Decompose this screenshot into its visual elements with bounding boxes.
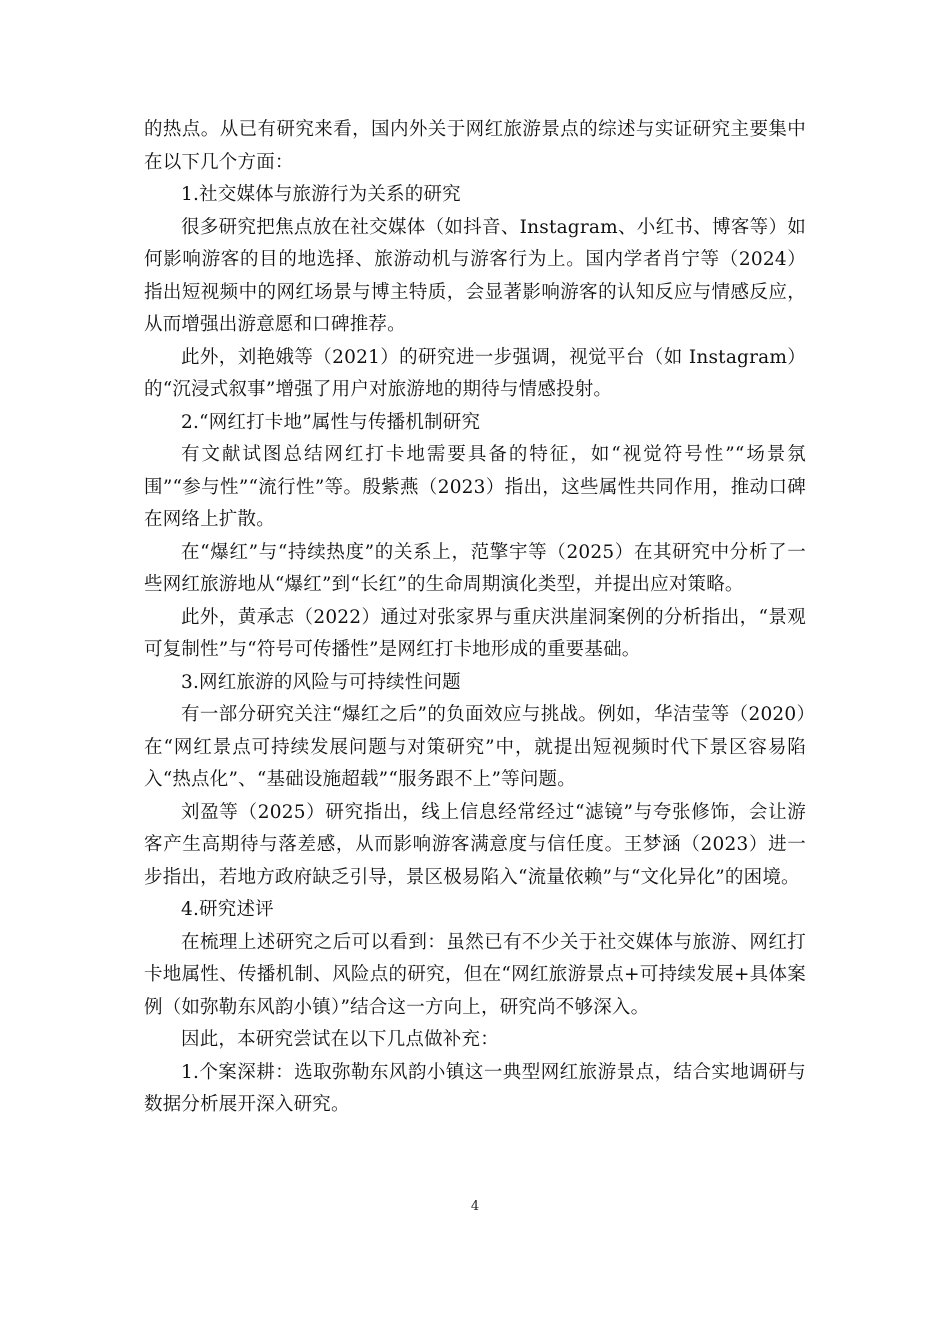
paragraph-immersive-narrative: 此外，刘艳娥等（2021）的研究进一步强调，视觉平台（如 Instagram）的“沉浸式叙事”增强了用户对旅游地的期待与情感投射。 (144, 346, 806, 400)
section-heading-checkin-attributes: 2.“网红打卡地”属性与传播机制研究 (181, 411, 481, 433)
section-heading-review: 4.研究述评 (181, 899, 274, 920)
paragraph-supplement-intro: 因此，本研究尝试在以下几点做补充： (181, 1029, 499, 1050)
paragraph-checkin-features: 有文献试图总结网红打卡地需要具备的特征，如“视觉符号性”“场景氛围”“参与性”“流行性”等。殷紫燕（2023）指出，这些属性共同作用，推动口碑在网络上扩散。 (144, 444, 806, 530)
paragraph-continuation: 的热点。从已有研究来看，国内外关于网红旅游景点的综述与实证研究主要集中在以下几个方面： (144, 119, 806, 173)
paragraph-expectation-gap: 刘盈等（2025）研究指出，线上信息经常经过“滤镜”与夸张修饰，会让游客产生高期待与落差感，从而影响游客满意度与信任度。王梦涵（2023）进一步指出，若地方政府缺乏引导，景区极易陷入“流量依赖”与“文化异化”的困境。 (144, 801, 806, 888)
body-text (144, 114, 806, 1122)
paragraph-social-media-studies: 很多研究把焦点放在社交媒体（如抖音、Instagram、小红书、博客等）如何影响游客的目的地选择、旅游动机与游客行为上。国内学者肖宁等（2024）指出短视频中的网红场景与博主特质，会显著影响游客的认知反应与情感反应，从而增强出游意愿和口碑推荐。 (144, 216, 806, 335)
section-heading-social-media: 1.社交媒体与旅游行为关系的研究 (181, 184, 461, 205)
section-heading-risks: 3.网红旅游的风险与可持续性问题 (181, 671, 461, 693)
paragraph-negative-effects: 有一部分研究关注“爆红之后”的负面效应与挑战。例如，华洁莹等（2020）在“网红景点可持续发展问题与对策研究”中，就提出短视频时代下景区容易陷入“热点化”、“基础设施超载”“服务跟不上”等问题。 (144, 704, 806, 790)
paragraph-research-gap: 在梳理上述研究之后可以看到：虽然已有不少关于社交媒体与旅游、网红打卡地属性、传播机制、风险点的研究，但在“网红旅游景点+可持续发展+具体案例（如弥勒东风韵小镇）”结合这一方向上，研究尚不够深入。 (144, 931, 806, 1018)
paragraph-lifecycle: 在“爆红”与“持续热度”的关系上，范擎宇等（2025）在其研究中分析了一些网红旅游地从“爆红”到“长红”的生命周期演化类型，并提出应对策略。 (144, 541, 806, 595)
page-number: 4 (470, 1199, 480, 1214)
paragraph-case-study-point: 1.个案深耕：选取弥勒东风韵小镇这一典型网红旅游景点，结合实地调研与数据分析展开深入研究。 (144, 1061, 806, 1115)
paragraph-case-analysis: 此外，黄承志（2022）通过对张家界与重庆洪崖洞案例的分析指出，“景观可复制性”与“符号可传播性”是网红打卡地形成的重要基础。 (144, 606, 806, 660)
